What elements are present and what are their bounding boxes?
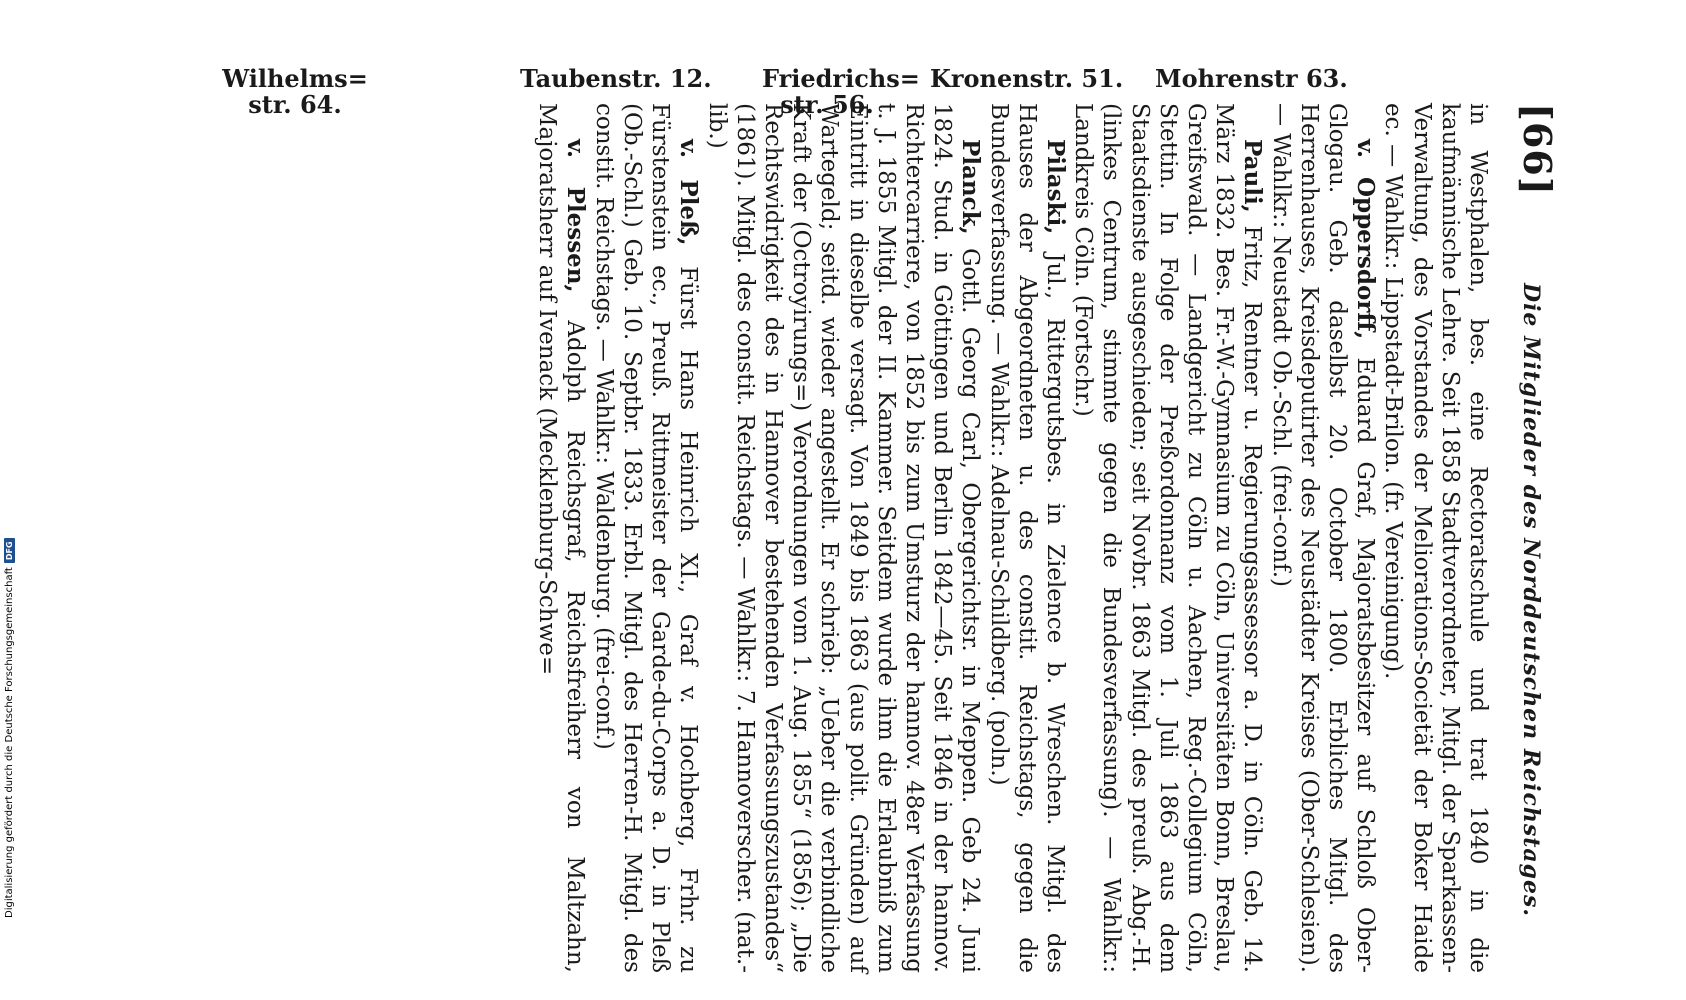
address-label-mohrenstr [1155, 64, 1348, 93]
entry-text: Jul., Rittergutsbes. in Zielence b. Wreschen. Mitgl. des Hauses der Abgeordneten u. des constit. Reichstags, gegen die Bundesverfassung. — Wahlkr.: Adelnau-Schildberg. (poln.) [985, 103, 1068, 974]
address-label-taubenstr [520, 64, 712, 93]
address-line: Wilhelms= [222, 64, 368, 93]
address-line: Friedrichs= [762, 64, 920, 93]
address-line: Taubenstr. 12. [520, 64, 712, 93]
entry-name: v. Pleß, [675, 139, 703, 246]
entry-paragraph [1266, 103, 1379, 973]
entry-name: Planck, [957, 139, 985, 235]
entry-paragraph [590, 103, 703, 973]
credit-text: Digitalisierung gefördert durch die Deutsche Forschungsgemeinschaft [4, 567, 15, 918]
funding-credit [4, 538, 15, 918]
entry-paragraph [702, 103, 984, 973]
address-line: Kronenstr. 51. [930, 64, 1124, 93]
entry-name: v. Plessen, [562, 139, 590, 293]
entry-paragraph [533, 103, 589, 973]
entry-text: in Westphalen, bes. eine Rectoratschule und trat 1840 in die kaufmännische Lehre. Seit 1858 Stadtverordneter, Mitgl. der Sparkassen-Verwaltung, des Vorstandes der Meliorations-Societät der Boker Haide ec. — Wahlkr.: Lippstadt-Brilon. (fr. Vereinigung). [1380, 103, 1491, 973]
entry-text: Fritz, Rentner u. Regierungsassessor a. D. in Cöln. Geb. 14. März 1832. Bes. Fr.-W.-Gymnasium zu Cöln, Universitäten Bonn, Breslau, Greifswald. — Landgericht zu Cöln u. Aachen, Reg.-Collegium Cöln, Stettin. In Folge der Preßordonnanz vom 1. Juli 1863 aus dem Staatsdienste ausgeschieden; seit Novbr. 1863 Mitgl. des preuß. Abg.-H. (linkes Centrum, stimmte gegen die Bundesverfassung). — Wahlkr.: Landkreis Cöln. (Fortschr.) [1070, 103, 1266, 973]
rotated-page-block [230, 103, 1560, 973]
entry-text: Adolph Reichsgraf, Reichsfreiherr von Maltzahn, Majoratsherr auf Ivenack (Mecklenburg-Schwe= [534, 103, 589, 973]
address-label-kronenstr [930, 64, 1124, 93]
page-header [1500, 103, 1560, 973]
entry-name: Pauli, [1239, 139, 1267, 213]
address-line: str. 64. [248, 90, 342, 119]
dfg-logo: DFG [4, 538, 15, 563]
address-line: Mohrenstr 63. [1155, 64, 1348, 93]
entry-text: Gottl. Georg Carl, Obergerichtsr. in Meppen. Geb 24. Juni 1824. Stud. in Göttingen und Berlin 1842—45. Seit 1846 in der hannov. Richtercarriere, von 1852 bis zum Umsturz der hannov. 48er Verfassung t. J. 1855 Mitgl. der II. Kammer. Seitdem wurde ihm die Erlaubniß zum Eintritt in dieselbe versagt. Von 1849 bis 1863 (aus polit. Gründen) auf Wartegeld; seitd. wieder angestellt. Er schrieb: „Ueber die verbindliche Kraft der (Octroyirungs=) Verordnungen vom 1. Aug. 1855“ (1856); „Die Rechtswidrigkeit des in Hannover bestehenden Verfassungszustandes“ (1861). Mitgl. des constit. Reichstags. — Wahlkr.: 7. Hannoverscher. (nat.-lib.) [703, 103, 984, 974]
entry-paragraph [984, 103, 1069, 973]
page-number: [66] [1515, 103, 1560, 196]
entry-text: Eduard Graf, Majoratsbesitzer auf Schloß Ober-Glogau. Geb. daselbst 20. October 1800. Erbliches Mitgl. des Herrenhauses, Kreisdeputirter des Neustädter Kreises (Ober-Schlesien). — Wahlkr.: Neustadt Ob.-Schl. (frei-conf.) [1267, 103, 1379, 973]
running-head: Die Mitglieder des Norddeutschen Reichstages. [1518, 283, 1544, 918]
address-line: str. 56. [780, 90, 874, 119]
body-text [533, 103, 1492, 973]
entry-name: Pilaski, [1041, 139, 1069, 235]
entry-text: Fürst Hans Heinrich XI., Graf v. Hochberg, Frhr. zu Fürstenstein ec., Preuß. Rittmeister der Garde-du-Corps a. D. in Pleß (Ob.-Schl.) Geb. 10. Septbr. 1833. Erbl. Mitgl. des Herren-H. Mitgl. des constit. Reichstags. — Wahlkr.: Waldenburg. (frei-conf.) [590, 103, 702, 974]
entry-paragraph [1379, 103, 1492, 973]
entry-name: v. Oppersdorff, [1352, 139, 1380, 340]
entry-paragraph [1069, 103, 1266, 973]
